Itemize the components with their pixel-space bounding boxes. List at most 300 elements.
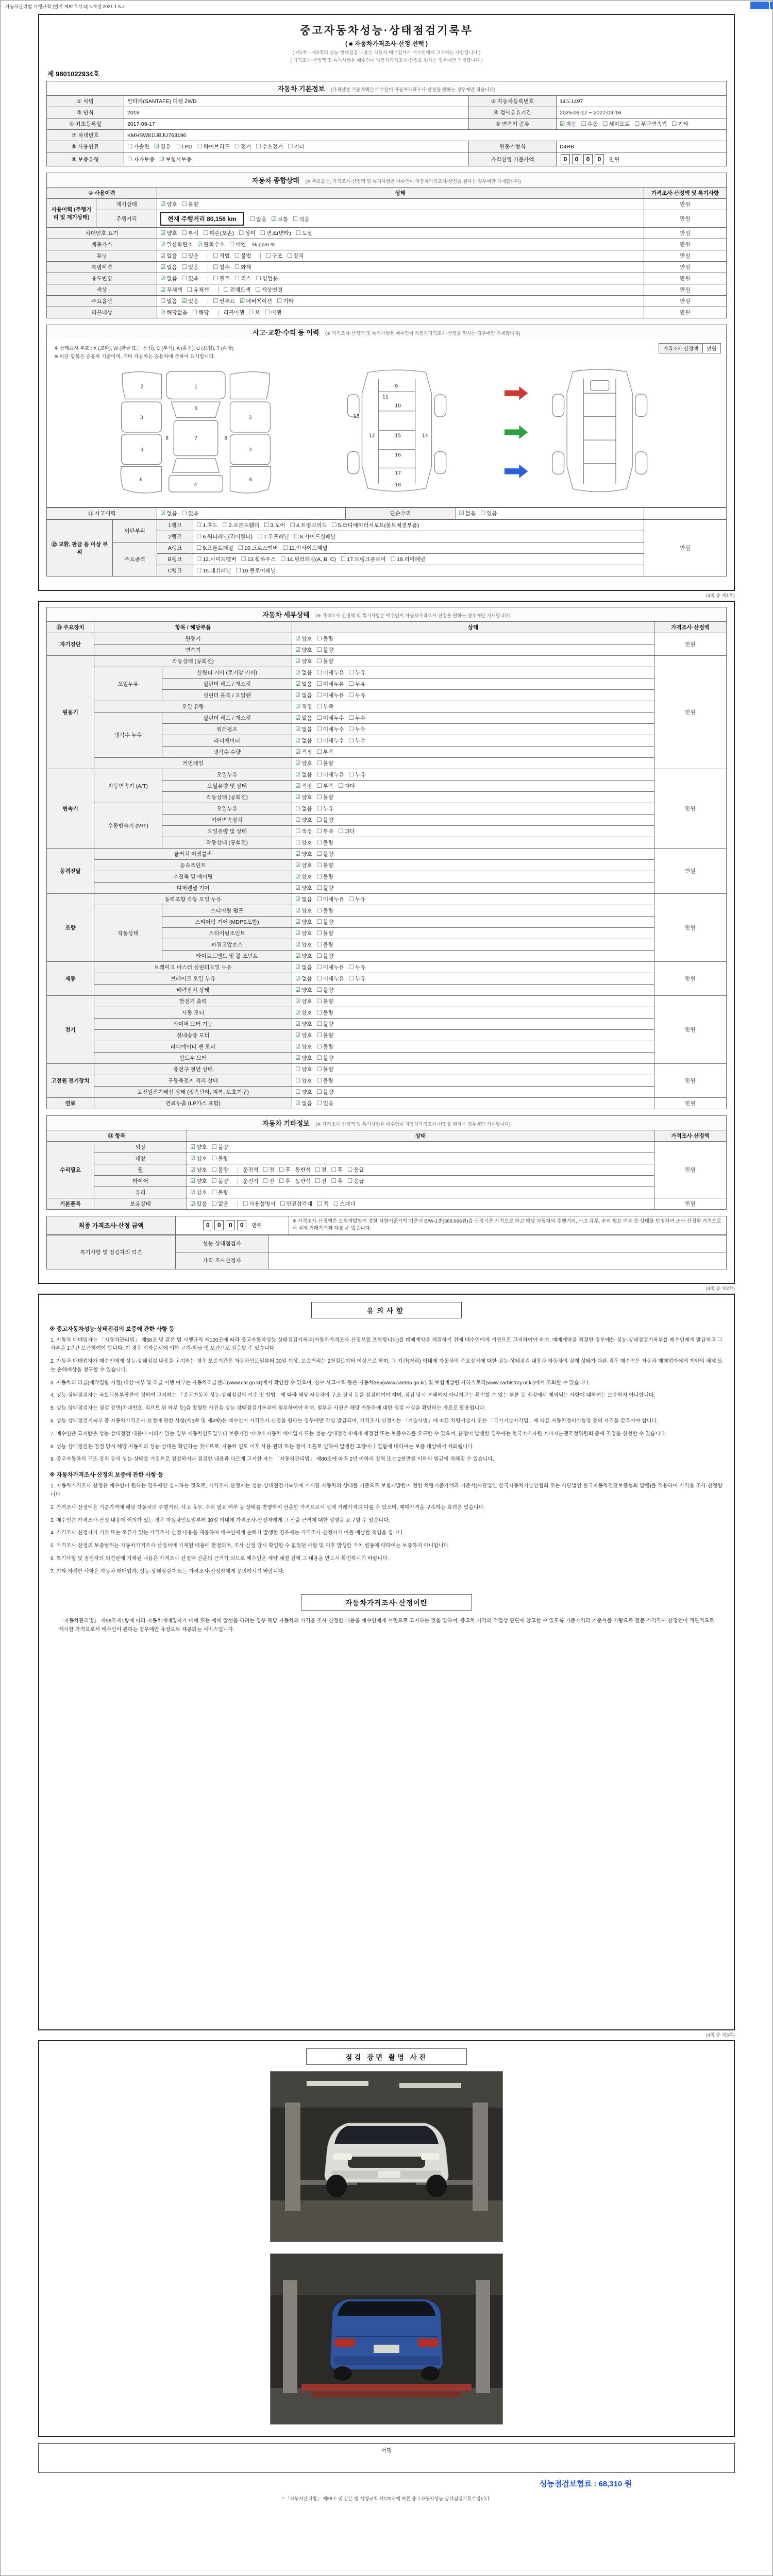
span-element: ☑ xyxy=(295,1055,301,1061)
checkbox-unchecked: ☐ 요 xyxy=(248,310,260,316)
price-cell: 만원 xyxy=(644,199,727,210)
divider xyxy=(260,253,261,259)
ellipse-element xyxy=(421,2366,440,2381)
status-cell xyxy=(292,724,654,735)
span-element: ☐ xyxy=(316,874,322,880)
tr-element xyxy=(47,622,727,633)
table-row xyxy=(47,199,727,210)
checkbox-unchecked: ☐ LPG xyxy=(175,144,193,150)
checkbox-checked: ☑ 경유 xyxy=(154,144,171,150)
item-label: 디퍼렌셜 기어 xyxy=(94,883,292,894)
span-element: ☑ xyxy=(190,1156,196,1162)
viewer-chrome xyxy=(0,0,773,12)
form-reference-note: 자동차관리법 시행규칙 [별지 제82호서식] <개정 2021.1.5.> xyxy=(5,4,125,9)
status-cell xyxy=(292,713,654,724)
price-cell: 만원 xyxy=(654,1098,727,1109)
item-label: 내장 xyxy=(94,1153,187,1164)
checkbox-checked: ☑ 양호 xyxy=(190,1190,207,1196)
span-element: ☑ xyxy=(160,264,166,270)
table-row xyxy=(47,273,727,284)
span-element: ☐ xyxy=(348,715,354,721)
span-element: ☐ xyxy=(175,144,181,150)
table-row xyxy=(47,656,727,667)
status-cell xyxy=(292,758,654,769)
span-element: ☑ xyxy=(295,1044,301,1050)
checkbox-unchecked: ☐ 누수 xyxy=(348,738,366,744)
span-element: ☐ xyxy=(295,230,301,236)
price-cell: 만원 xyxy=(644,262,727,273)
span-element: ☐ xyxy=(316,942,322,948)
field-value: 싼타페(SANTAFE) 디젤 2WD xyxy=(124,96,469,107)
span-element: ☐ xyxy=(333,1201,339,1207)
column-header: ⑬ 주요장치 xyxy=(47,622,94,633)
span-element: ☑ xyxy=(154,144,160,150)
status-cell xyxy=(157,210,644,228)
span-element: ☐ xyxy=(264,310,270,316)
span-element: ☐ xyxy=(295,1089,301,1095)
table-row xyxy=(47,1007,727,1019)
price-cell: 만원 xyxy=(644,296,727,307)
item-label: 브레이크 마스터 실린더오일 누유 xyxy=(94,962,292,973)
row-label: 주행거리 xyxy=(96,210,157,228)
item-label: 배력장치 상태 xyxy=(94,985,292,996)
span-element: ☐ xyxy=(316,794,322,801)
state-code-legend-2: ※ 하단 항목은 승용차 기준이며, 기타 자동차는 승용차에 준하여 표시합니다. xyxy=(54,354,215,360)
diagram-price-box xyxy=(659,343,721,353)
checkbox-unchecked: ☐ 구조 xyxy=(265,253,283,259)
status-cell xyxy=(187,1164,654,1176)
checkbox-unchecked: ☐ 불법 xyxy=(234,253,251,259)
item-label: 휠 xyxy=(94,1164,187,1176)
status-cell xyxy=(187,1153,654,1164)
span-element: ☐ xyxy=(236,568,241,574)
panel-items-cell xyxy=(193,520,644,531)
status-cell xyxy=(292,1064,654,1075)
checkbox-unchecked: ☐ 3.도어 xyxy=(264,522,285,529)
item-label: 윈도우 모터 xyxy=(94,1053,292,1064)
checkbox-unchecked: ☐ 렌트 xyxy=(213,276,230,282)
field-label: ② 자동차등록번호 xyxy=(469,96,557,107)
price-digit: 0 xyxy=(226,1220,235,1230)
span-element: ☐ xyxy=(316,692,322,699)
path-element xyxy=(230,372,270,399)
checkbox-unchecked: ☐ 있음 xyxy=(181,264,199,270)
checkbox-unchecked: ☐ 부족 xyxy=(316,704,334,710)
field-value: 14도1497 xyxy=(557,96,727,107)
span-element: ☐ xyxy=(293,534,299,540)
checkbox-checked: ☑ 양호 xyxy=(295,647,312,653)
section-basic-info xyxy=(46,81,727,95)
checkbox-unchecked: ☐ 전체도색 xyxy=(223,287,251,293)
column-header: 상태 xyxy=(187,1130,654,1142)
text-element: 3 xyxy=(140,415,143,421)
text-element: 10 xyxy=(395,403,401,409)
polygon-element xyxy=(505,426,528,439)
tbody-element xyxy=(47,508,727,519)
span-element: ☐ xyxy=(127,144,133,150)
checkbox-checked: ☑ 양호 xyxy=(295,885,312,891)
field-label: ① 차명 xyxy=(47,96,124,107)
tbody-element xyxy=(659,344,721,353)
checkbox-checked: ☑ 무채색 xyxy=(160,287,182,293)
checkbox-checked: ☑ 적정 xyxy=(295,783,312,789)
span-element: ☑ xyxy=(295,760,301,767)
span-element: ☐ xyxy=(316,772,322,778)
checkbox-unchecked: ☐ 6.쿼터패널(리어휀더) xyxy=(196,534,253,540)
note-paragraph: 7. 기타 자세한 사항은 자동차 매매업자, 성능·상태점검자 또는 가격조사·산정자에게 문의하시기 바랍니다. xyxy=(51,1568,285,1574)
tbody-element xyxy=(47,1216,727,1235)
checkbox-unchecked: ☐ 불량 xyxy=(316,908,334,914)
span-element: ☐ xyxy=(316,953,322,959)
table-row xyxy=(47,1053,727,1064)
span-element: ☐ xyxy=(181,201,187,208)
price-label: 가격조사·산정액 xyxy=(659,344,702,353)
footer-note: * 「자동차관리법」 제58조 및 같은 법 시행규칙 제120조에 따른 중고자동차성능·상태점검기록부입니다. xyxy=(282,2496,491,2501)
document-note-2: ( 가격조사·산정액 및 특기사항은 매수인이 자동차가격조사·산정을 원하는 경우에만 기재합니다 ) xyxy=(290,58,483,63)
path-element xyxy=(567,369,632,492)
inline-text: % ppm % xyxy=(250,242,276,248)
checkbox-checked: ☑ 없음 xyxy=(160,511,177,517)
table-row xyxy=(47,520,727,531)
span-element: ☐ xyxy=(316,806,322,812)
span-element: ☐ xyxy=(316,885,322,891)
field-value: D4HB xyxy=(557,141,727,152)
checkbox-unchecked: ☐ 과다 xyxy=(338,783,355,789)
checkbox-unchecked: ☐ 불량 xyxy=(316,953,334,959)
checkbox-checked: ☑ 양호 xyxy=(295,862,312,869)
checkbox-unchecked: ☐ 불량 xyxy=(211,1167,229,1173)
checkbox-unchecked: ☐ 훼손(오손) xyxy=(203,230,234,236)
status-cell xyxy=(157,262,644,273)
checkbox-unchecked: ☐ 누유 xyxy=(348,976,366,982)
item-label: 작동상태 (공회전) xyxy=(94,656,292,667)
checkbox-checked: ☑ 보통 xyxy=(271,216,288,223)
span-element: ☑ xyxy=(295,1100,301,1107)
status-cell xyxy=(292,871,654,883)
span-element: ☐ xyxy=(255,287,261,293)
section-note: (※ 가격조사·산정액 및 특기사항은 매수인이 자동차가격조사·산정을 원하는 경우에만 기재합니다) xyxy=(315,1122,511,1127)
status-cell xyxy=(292,985,654,996)
checkbox-checked: ☑ 없음 xyxy=(295,681,312,687)
inspection-photo-1 xyxy=(270,2071,503,2242)
span-element: ☐ xyxy=(241,556,246,563)
span-element: ☐ xyxy=(222,522,228,529)
car-frame-diagram xyxy=(320,364,474,501)
rect-element xyxy=(271,2254,502,2295)
span-element: ☑ xyxy=(295,862,301,869)
panel-group-label: 주요골격 xyxy=(113,543,157,577)
span-element: ☐ xyxy=(280,556,286,563)
checkbox-unchecked: ☐ 16.플로어패널 xyxy=(236,568,276,574)
text-element: 4 xyxy=(194,482,197,488)
span-element: ☐ xyxy=(316,749,322,755)
status-cell xyxy=(292,656,654,667)
price-cell: 만원 xyxy=(654,769,727,849)
field-label: 원동기형식 xyxy=(469,141,557,152)
tbody-element xyxy=(47,96,727,166)
checkbox-unchecked: ☐ 4.트렁크리드 xyxy=(290,522,327,529)
text-element: 5 xyxy=(194,405,198,412)
viewer-edge-button[interactable] xyxy=(770,2,773,9)
span-element: ☑ xyxy=(160,242,166,248)
checkbox-unchecked: ☐ 후 xyxy=(279,1167,291,1173)
span-element: ☐ xyxy=(316,1021,322,1027)
checkbox-unchecked: ☐ 후 xyxy=(331,1178,343,1184)
table-row xyxy=(47,905,727,917)
item-label: 실린더 블록 / 오일팬 xyxy=(162,690,292,701)
span-element: ☐ xyxy=(316,862,322,869)
status-cell xyxy=(292,894,654,905)
note-paragraph: 3. 자동차의 리콜(제작결함 시정) 대상 여부 및 리콜 이행 여부는 자동차리콜센터(www.car.go.kr)에서 확인할 수 있으며, 침수·사고이력 등은 자동차365(www.car365.go.kr) 및 보험개발원 카히스토리(www.carhistory.or.kr)에서 조회할 수 있습니다. xyxy=(51,1380,591,1386)
price-cell: 만원 xyxy=(644,250,727,262)
status-cell xyxy=(292,792,654,803)
document-subtitle: ( ■ 자동차가격조사·산정 선택 ) xyxy=(345,40,428,47)
rect-element xyxy=(635,394,647,417)
item-label: 작동상태 (공회전) xyxy=(162,792,292,803)
section-note: (※ 가격조사·산정액 및 특기사항은 매수인이 자동차가격조사·산정을 원하는 경우에만 기재합니다) xyxy=(325,331,520,336)
price-cell: 만원 xyxy=(654,633,727,656)
checkbox-checked: ☑ 양호 xyxy=(295,760,312,767)
notes-list-2 xyxy=(46,1482,727,1576)
panel-items-cell xyxy=(193,554,644,565)
thead-element xyxy=(47,188,727,199)
tr-element xyxy=(47,141,727,152)
note-paragraph: 7. 매수인은 고지받은 성능·상태점검 내용에 이의가 있는 경우 자동차인도일부터 보증기간 이내에 자동차 매매업자 또는 성능·상태점검자에게 재점검 또는 보증수리를 요구할 수 있으며, 분쟁이 발생한 경우에는 한국소비자원 소비자분쟁조정위원회 등에 조정을 신청할 수 있습니다. xyxy=(51,1431,667,1437)
span-element: ☐ xyxy=(292,216,298,223)
viewer-button[interactable] xyxy=(750,2,769,9)
text-element: 18 xyxy=(395,482,401,488)
checkbox-unchecked: ☐ 기타 xyxy=(671,121,688,127)
inspection-insurance-fee: 성능점검보험료 : 68,310 원 xyxy=(539,2479,632,2488)
field-value: 2017-09-17 xyxy=(124,118,469,130)
span-element: ☐ xyxy=(211,1201,217,1207)
status-cell xyxy=(292,645,654,656)
section-title: 사고·교환·수리 등 이력 xyxy=(253,329,320,336)
text-element: 3 xyxy=(248,415,252,421)
price-cell: 만원 xyxy=(644,520,727,577)
group-label: 동력전달 xyxy=(47,849,94,894)
checkbox-unchecked: ☐ 사용설명서 xyxy=(243,1201,276,1207)
span-element: ☐ xyxy=(213,264,219,270)
signature-box xyxy=(38,2443,735,2473)
span-element: ☐ xyxy=(316,1010,322,1016)
row-label: 용도변경 xyxy=(47,273,157,284)
polygon-element xyxy=(505,465,528,479)
document-number: 제 9801022934호 xyxy=(47,70,100,78)
final-price-label: 최종 가격조사·산정 금액 xyxy=(47,1216,176,1235)
inspection-photo-2 xyxy=(270,2253,503,2425)
rect-element xyxy=(552,394,564,417)
rect-element xyxy=(312,2392,461,2397)
span-element: ☐ xyxy=(234,144,240,150)
checkbox-unchecked: ☐ 부족 xyxy=(316,828,334,835)
checkbox-checked: ☑ 양호 xyxy=(295,1010,312,1016)
overall-state-table xyxy=(46,187,727,318)
note-paragraph: 2. 자동차 매매업자가 매수인에게 성능·상태점검 내용을 고지하는 경우 보증기간은 자동차인도일부터 30일 이상, 보증거리는 2천킬로미터 이상으로 하며, 그 기간(거리) 이내에 자동차의 주요장치에 대한 성능·상태점검 내용과 자동차의 실제 상태가 다른 경우 매수인은 자동차 매매업자에게 계약의 해제 또는 손해배상을 청구할 수 있습니다. xyxy=(51,1359,722,1373)
checkbox-unchecked: ☐ 10.크로스멤버 xyxy=(238,545,278,551)
sheet-page-3 xyxy=(38,1294,735,2030)
field-label: ⑧ 사용연료 xyxy=(47,141,124,152)
checkbox-checked: ☑ 양호 xyxy=(295,1032,312,1039)
photos-title: 점검 장면 촬영 사진 xyxy=(306,2048,467,2065)
row-label: 계기상태 xyxy=(96,199,157,210)
span-element: ☐ xyxy=(181,276,187,282)
section-title: 자동차 기본정보 xyxy=(277,85,325,93)
accident-diagram-area xyxy=(46,339,727,507)
checkbox-checked: ☑ 보험사보증 xyxy=(159,156,192,163)
car-diagrams xyxy=(52,361,721,502)
span-element: ☐ xyxy=(316,636,322,642)
checkbox-checked: ☑ 있음 xyxy=(181,298,199,304)
row-label: 특별이력 xyxy=(47,262,157,273)
span-element: ☐ xyxy=(234,264,240,270)
checkbox-unchecked: ☐ 18.리어패널 xyxy=(390,556,426,563)
table-row xyxy=(47,849,727,860)
span-element: ☐ xyxy=(196,534,202,540)
group-label: 수리필요 xyxy=(47,1142,94,1198)
accident-history-label: ⑪ 사고이력 xyxy=(47,508,157,519)
checkbox-unchecked: ☐ 불량 xyxy=(316,647,334,653)
span-element: ☐ xyxy=(338,828,344,835)
checkbox-unchecked: ☐ 2.프론트휀더 xyxy=(222,522,260,529)
price-cell: 만원 xyxy=(654,1198,727,1210)
status-cell xyxy=(292,1007,654,1019)
tr-element xyxy=(47,508,727,519)
column-header: 항목 / 해당부품 xyxy=(94,622,292,633)
status-cell xyxy=(292,939,654,951)
row-label: 주요옵션 xyxy=(47,296,157,307)
span-element: ☐ xyxy=(181,264,187,270)
status-cell xyxy=(157,239,644,250)
rank-label: A랭크 xyxy=(157,543,193,554)
checkbox-checked: ☑ 없음 xyxy=(295,715,312,721)
rank-label: C랭크 xyxy=(157,565,193,577)
span-element: ☐ xyxy=(213,276,219,282)
span-element: ☐ xyxy=(347,1178,353,1184)
path-element xyxy=(334,2126,439,2144)
item-label: 유리 xyxy=(94,1187,187,1198)
span-element: ☑ xyxy=(295,998,301,1005)
checkbox-checked: ☑ 양호 xyxy=(295,953,312,959)
checkbox-checked: ☑ 없음 xyxy=(295,738,312,744)
span-element: ☐ xyxy=(348,976,354,982)
span-element: ☑ xyxy=(295,647,301,653)
price-digit: 0 xyxy=(203,1220,212,1230)
rect-element xyxy=(271,2072,502,2108)
checkbox-unchecked: ☐ 있음 xyxy=(181,253,199,259)
checkbox-unchecked: ☐ 누유 xyxy=(348,772,366,778)
checkbox-checked: ☑ 적정 xyxy=(295,749,312,755)
sub-group-label: 작동상태 xyxy=(94,905,162,962)
title-block xyxy=(46,20,727,64)
field-value: 2025-09-17 ~ 2027-09-16 xyxy=(557,107,727,118)
span-element: ☐ xyxy=(264,522,270,529)
checkbox-unchecked: ☐ 불량 xyxy=(316,862,334,869)
item-label: 추진축 및 베어링 xyxy=(94,871,292,883)
span-element: ☐ xyxy=(316,1078,322,1084)
rect-element xyxy=(301,2384,472,2391)
note-paragraph: 9. 중고자동차의 구조·장치 등의 성능·상태를 거짓으로 점검하거나 점검한 내용과 다르게 고지한 자는 「자동차관리법」 제80조에 따라 2년 이하의 징역 또는 2천만원 이하의 벌금에 처해질 수 있습니다. xyxy=(51,1456,494,1463)
checkbox-checked: ☑ 양호 xyxy=(295,874,312,880)
span-element: ☐ xyxy=(277,298,282,304)
checkbox-unchecked: ☐ 없음 xyxy=(295,806,312,812)
checkbox-checked: ☑ 탄화수소 xyxy=(197,242,225,248)
notes-list-1 xyxy=(46,1336,727,1465)
field-label: ⑥ 변속기 종류 xyxy=(469,118,557,130)
item-label: 브레이크 오일 누유 xyxy=(94,973,292,985)
span-element: ☐ xyxy=(348,964,354,971)
price-unit: 만원 xyxy=(702,344,720,353)
span-element: ☐ xyxy=(316,681,322,687)
table-row xyxy=(47,1164,727,1176)
polygon-element xyxy=(505,386,528,400)
checkbox-unchecked: ☐ 있음 xyxy=(480,511,497,517)
checkbox-unchecked: ☐ 가솔린 xyxy=(127,144,149,150)
checkbox-unchecked: ☐ 불량 xyxy=(316,987,334,993)
page-caption-3: (4쪽 중 제3쪽) xyxy=(706,2032,735,2038)
tbody-element xyxy=(47,1235,727,1269)
table-row xyxy=(47,996,727,1007)
checkbox-unchecked: ☐ 기타 xyxy=(288,144,305,150)
status-cell xyxy=(187,1176,654,1187)
rect-element xyxy=(473,2103,488,2211)
checkbox-unchecked: ☐ 양호 xyxy=(295,817,312,823)
field-label: ⑦ 차대번호 xyxy=(47,130,124,141)
text-element: 13 xyxy=(353,413,360,419)
checkbox-unchecked: ☐ 8.사이드실패널 xyxy=(293,534,336,540)
span-element: ☐ xyxy=(316,658,322,665)
rect-element xyxy=(552,452,564,474)
price-digit: 0 xyxy=(595,154,604,164)
item-label: 커먼레일 xyxy=(94,758,292,769)
table-row xyxy=(47,1176,727,1187)
checkbox-unchecked: ☐ 적정 xyxy=(295,828,312,835)
table-row xyxy=(47,296,727,307)
span-element: ☐ xyxy=(211,1178,217,1184)
inline-text: 운전석 xyxy=(243,1167,259,1173)
tr-element xyxy=(47,188,727,199)
checkbox-checked: ☑ 네비게이션 xyxy=(239,298,273,304)
span-element: ☑ xyxy=(295,874,301,880)
etc-info-table xyxy=(46,1130,727,1210)
checkbox-unchecked: ☐ 불량 xyxy=(316,1066,334,1073)
price-cell: 만원 xyxy=(654,1142,727,1198)
span-element: ☑ xyxy=(295,896,301,903)
status-cell xyxy=(157,199,644,210)
text-element: 6 xyxy=(139,477,143,483)
price-definition-text: 「자동차관리법」 제58조제1항에 따라 자동차매매업자가 매매 또는 매매 알선을 하려는 경우 해당 자동차의 가격을 조사·산정한 내용을 매수인에게 서면으로 고지하는 것을 말하며, 중고차 가격의 적절성 판단에 참고할 수 있도록 기준가격과 기준서를 바탕으로 전문 가격조사·산정인이 객관적으로 제시한 가격으로서 매수인이 원하는 경우에만 유상으로 제공되는 서비스입니다. xyxy=(59,1618,714,1633)
column-header: 가격조사·산정액 xyxy=(654,622,727,633)
signer-role: 가격·조사산정자 xyxy=(176,1252,268,1269)
table-row xyxy=(47,973,727,985)
group-label: 사용이력 (주행거리 및 계기상태) xyxy=(47,199,96,228)
rect-element xyxy=(271,2200,502,2242)
span-element: ☐ xyxy=(262,1178,268,1184)
status-cell xyxy=(292,849,654,860)
span-element: ☐ xyxy=(316,817,322,823)
tbody-element xyxy=(47,633,727,1109)
span-element: ☐ xyxy=(295,806,301,812)
checkbox-unchecked: ☐ 스패너 xyxy=(333,1201,356,1207)
table-row xyxy=(47,1041,727,1053)
checkbox-unchecked: ☐ 있음 xyxy=(316,1100,334,1107)
panel-exchange-table xyxy=(46,519,727,577)
span-element: ☐ xyxy=(295,1066,301,1073)
span-element: ☑ xyxy=(295,851,301,857)
text-element: 6 xyxy=(249,477,253,483)
rect-element xyxy=(285,2103,300,2211)
table-row xyxy=(47,228,727,239)
